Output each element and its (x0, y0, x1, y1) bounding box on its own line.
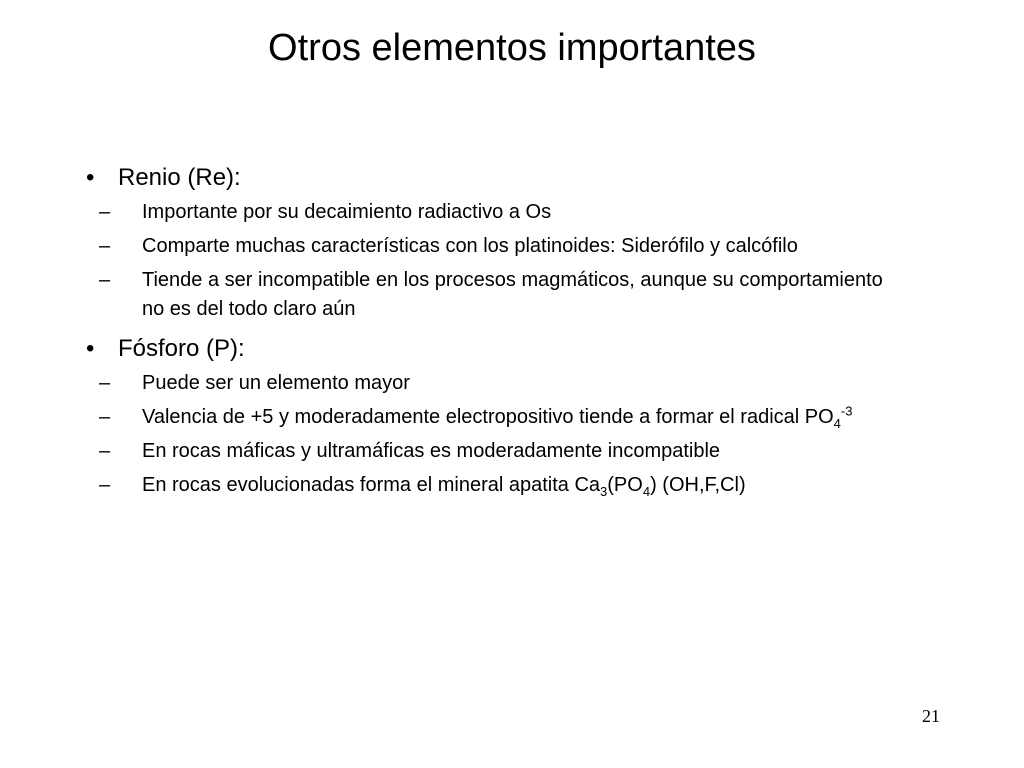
sub-item (99, 471, 902, 500)
sub-list-renio (86, 198, 946, 324)
text-segment: ) (OH,F,Cl) (650, 474, 746, 496)
slide-content (86, 158, 946, 505)
bullet-label: Renio (Re): (118, 164, 241, 191)
bullet-fosforo (86, 329, 946, 369)
text-segment: (PO (607, 474, 643, 496)
dash-marker: – (99, 269, 111, 291)
bullet-renio (86, 158, 946, 198)
page-number: 21 (922, 706, 940, 726)
sub-item-text (142, 403, 853, 431)
sub-item (99, 369, 902, 398)
sub-list-fosforo (86, 369, 946, 500)
text-segment: Valencia de +5 y moderadamente electropositivo tiende a formar el radical PO (142, 406, 834, 428)
dash-marker: – (99, 440, 111, 462)
slide-title: Otros elementos importantes (268, 27, 756, 69)
sub-item-text: En rocas máficas y ultramáficas es moderadamente incompatible (142, 440, 721, 462)
text-segment: En rocas evolucionadas forma el mineral apatita Ca (142, 474, 601, 496)
dash-marker: – (99, 235, 111, 257)
sub-item (99, 232, 902, 261)
sub-item (99, 266, 902, 324)
sub-item-text: Importante por su decaimiento radiactivo a Os (142, 201, 552, 223)
subscript: 4 (833, 416, 841, 431)
bullet-label: Fósforo (P): (118, 335, 245, 362)
superscript: -3 (840, 403, 853, 419)
sub-item (99, 198, 902, 227)
sub-item (99, 403, 902, 432)
dash-marker: – (99, 372, 111, 394)
sub-item (99, 437, 902, 466)
dash-marker: – (99, 201, 111, 223)
bullet-marker: • (86, 335, 95, 362)
sub-item-text (142, 474, 746, 499)
dash-marker: – (99, 474, 111, 496)
sub-item-text: Comparte muchas características con los platinoides: Siderófilo y calcófilo (142, 235, 798, 257)
sub-item-text: Puede ser un elemento mayor (142, 372, 410, 394)
sub-item-text: Tiende a ser incompatible en los procesos magmáticos, aunque su comportamiento no es del todo claro aún (142, 269, 883, 320)
dash-marker: – (99, 406, 111, 428)
bullet-marker: • (86, 164, 95, 191)
subscript: 3 (600, 484, 608, 499)
subscript: 4 (642, 484, 651, 499)
